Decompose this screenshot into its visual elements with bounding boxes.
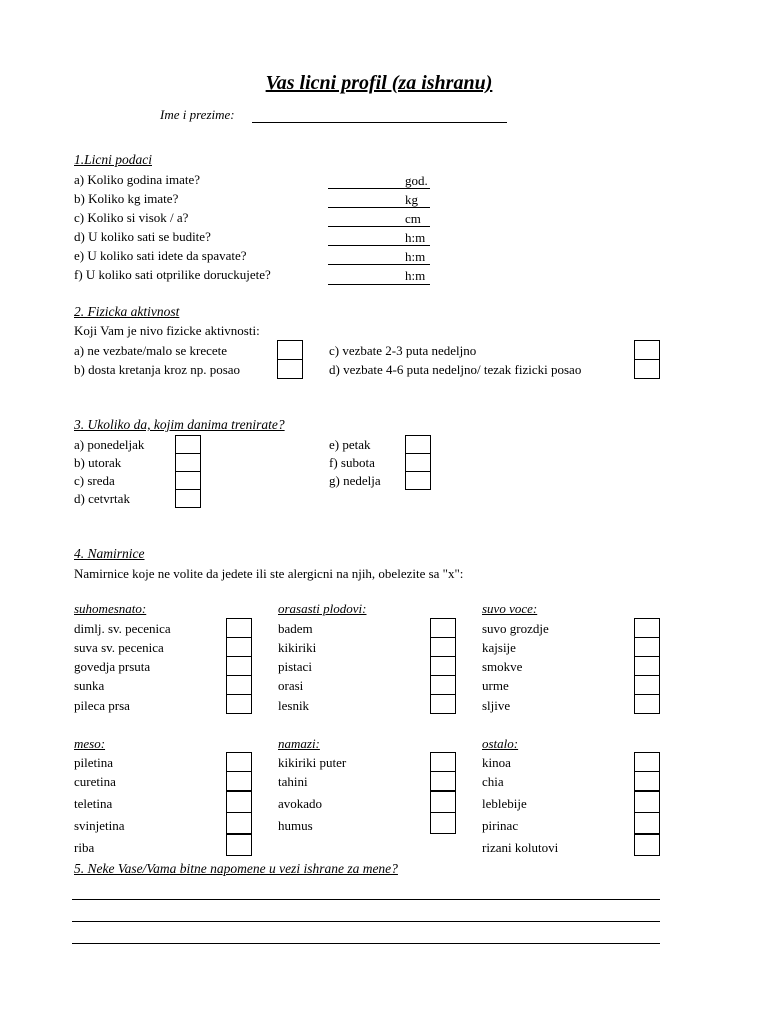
section4-heading: 4. Namirnice (74, 546, 145, 561)
height-field[interactable] (328, 226, 430, 227)
activity-option-b: b) dosta kretanja kroz np. posao (74, 362, 241, 377)
food-item: curetina (74, 774, 116, 789)
group-title-meso: meso: (74, 736, 106, 751)
day-checkbox-tuesday[interactable] (175, 453, 201, 472)
activity-option-c: c) vezbate 2-3 puta nedeljno (329, 343, 477, 358)
day-sunday: g) nedelja (329, 473, 381, 488)
food-item: rizani kolutovi (482, 840, 559, 855)
food-checkbox[interactable] (634, 656, 660, 676)
activity-option-d: d) vezbate 4-6 puta nedeljno/ tezak fizicki posao (329, 362, 582, 377)
section1-heading: 1.Licni podaci (74, 152, 152, 167)
notes-line-3[interactable] (72, 943, 660, 944)
group-title-namazi: namazi: (278, 736, 320, 751)
food-item: riba (74, 840, 95, 855)
food-checkbox[interactable] (430, 812, 456, 834)
food-item: kajsije (482, 640, 516, 655)
food-item: pistaci (278, 659, 312, 674)
activity-option-a: a) ne vezbate/malo se krecete (74, 343, 228, 358)
day-checkbox-thursday[interactable] (175, 489, 201, 508)
sleep-label: e) U koliko sati idete da spavate? (74, 248, 247, 263)
name-field[interactable] (252, 122, 507, 123)
day-checkbox-saturday[interactable] (405, 453, 431, 472)
food-checkbox[interactable] (430, 771, 456, 791)
food-checkbox[interactable] (226, 752, 252, 772)
wake-field[interactable] (328, 245, 430, 246)
sleep-field[interactable] (328, 264, 430, 265)
food-checkbox[interactable] (226, 656, 252, 676)
section5-heading: 5. Neke Vase/Vama bitne napomene u vezi ishrane za mene? (74, 861, 398, 876)
food-checkbox[interactable] (430, 694, 456, 714)
activity-checkbox-d[interactable] (634, 359, 660, 379)
food-item: dimlj. sv. pecenica (74, 621, 171, 636)
page-title: Vas licni profil (za ishranu) (265, 72, 493, 94)
height-unit: cm (405, 211, 421, 226)
group-title-ostalo: ostalo: (482, 736, 519, 751)
food-item: avokado (278, 796, 323, 811)
food-checkbox[interactable] (226, 675, 252, 695)
section3-heading: 3. Ukoliko da, kojim danima trenirate? (74, 417, 285, 432)
food-checkbox[interactable] (634, 834, 660, 856)
weight-unit: kg (405, 192, 418, 207)
name-label: Ime i prezime: (160, 107, 235, 122)
breakfast-label: f) U koliko sati otprilike doruckujete? (74, 267, 271, 282)
activity-question: Koji Vam je nivo fizicke aktivnosti: (74, 323, 260, 338)
day-checkbox-friday[interactable] (405, 435, 431, 454)
food-item: kikiriki puter (278, 755, 347, 770)
food-item: teletina (74, 796, 113, 811)
breakfast-field[interactable] (328, 284, 430, 285)
food-checkbox[interactable] (634, 694, 660, 714)
food-checkbox[interactable] (430, 791, 456, 813)
food-item: pileca prsa (74, 698, 130, 713)
food-checkbox[interactable] (226, 791, 252, 813)
activity-checkbox-b[interactable] (277, 359, 303, 379)
age-unit: god. (405, 173, 428, 188)
food-item: suva sv. pecenica (74, 640, 164, 655)
food-item: kikiriki (278, 640, 317, 655)
food-item: smokve (482, 659, 523, 674)
day-checkbox-monday[interactable] (175, 435, 201, 454)
foods-instruction: Namirnice koje ne volite da jedete ili ste alergicni na njih, obelezite sa "x": (74, 566, 464, 581)
group-title-orasasti: orasasti plodovi: (278, 601, 367, 616)
food-item: humus (278, 818, 313, 833)
activity-checkbox-c[interactable] (634, 340, 660, 360)
age-field[interactable] (328, 188, 430, 189)
group-title-suvo-voce: suvo voce: (482, 601, 538, 616)
food-checkbox[interactable] (430, 637, 456, 657)
food-item: chia (482, 774, 504, 789)
wake-label: d) U koliko sati se budite? (74, 229, 211, 244)
food-checkbox[interactable] (634, 637, 660, 657)
day-thursday: d) cetvrtak (74, 491, 130, 506)
food-checkbox[interactable] (430, 752, 456, 772)
food-item: sljive (482, 698, 511, 713)
food-item: orasi (278, 678, 304, 693)
day-monday: a) ponedeljak (74, 437, 145, 452)
sleep-unit: h:m (405, 249, 426, 264)
food-checkbox[interactable] (430, 618, 456, 638)
breakfast-unit: h:m (405, 268, 426, 283)
food-checkbox[interactable] (634, 752, 660, 772)
day-wednesday: c) sreda (74, 473, 115, 488)
weight-label: b) Koliko kg imate? (74, 191, 179, 206)
food-item: svinjetina (74, 818, 125, 833)
height-label: c) Koliko si visok / a? (74, 210, 189, 225)
notes-line-2[interactable] (72, 921, 660, 922)
food-checkbox[interactable] (226, 834, 252, 856)
food-checkbox[interactable] (430, 675, 456, 695)
food-item: leblebije (482, 796, 527, 811)
notes-line-1[interactable] (72, 899, 660, 900)
day-checkbox-sunday[interactable] (405, 471, 431, 490)
wake-unit: h:m (405, 230, 426, 245)
food-checkbox[interactable] (634, 771, 660, 791)
activity-checkbox-a[interactable] (277, 340, 303, 360)
food-item: lesnik (278, 698, 310, 713)
food-checkbox[interactable] (226, 637, 252, 657)
food-checkbox[interactable] (634, 812, 660, 834)
day-checkbox-wednesday[interactable] (175, 471, 201, 490)
food-item: sunka (74, 678, 105, 693)
food-item: urme (482, 678, 509, 693)
food-checkbox[interactable] (430, 656, 456, 676)
food-item: badem (278, 621, 313, 636)
food-item: tahini (278, 774, 308, 789)
food-checkbox[interactable] (634, 675, 660, 695)
food-item: suvo grozdje (482, 621, 549, 636)
food-checkbox[interactable] (226, 618, 252, 638)
food-checkbox[interactable] (226, 694, 252, 714)
food-checkbox[interactable] (226, 771, 252, 791)
food-item: pirinac (482, 818, 519, 833)
section2-heading: 2. Fizicka aktivnost (74, 304, 180, 319)
weight-field[interactable] (328, 207, 430, 208)
food-checkbox[interactable] (634, 791, 660, 813)
food-checkbox[interactable] (226, 812, 252, 834)
day-tuesday: b) utorak (74, 455, 122, 470)
day-saturday: f) subota (329, 455, 375, 470)
group-title-suhomesnato: suhomesnato: (74, 601, 147, 616)
food-item: kinoa (482, 755, 511, 770)
food-item: govedja prsuta (74, 659, 151, 674)
food-item: piletina (74, 755, 113, 770)
food-checkbox[interactable] (634, 618, 660, 638)
age-label: a) Koliko godina imate? (74, 172, 200, 187)
day-friday: e) petak (329, 437, 371, 452)
